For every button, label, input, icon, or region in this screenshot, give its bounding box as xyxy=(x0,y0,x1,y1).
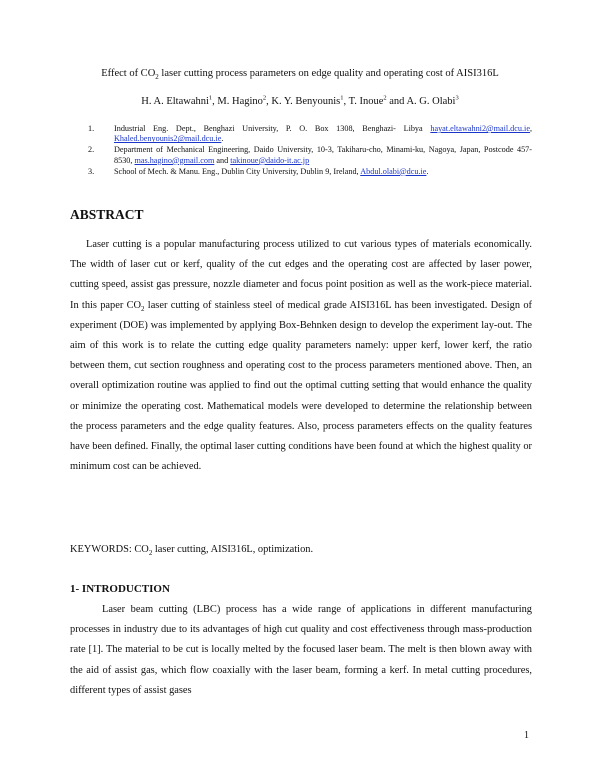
author-list xyxy=(0,96,600,107)
affiliation-list xyxy=(88,124,532,178)
email-link[interactable]: takinoue@daido-it.ac.jp xyxy=(230,155,310,165)
author: A. G. Olabi$^3$ xyxy=(406,94,459,107)
abstract-text: Laser cutting is a popular manufacturing process utilized to cut various types of materials economically. The width of laser cut or kerf, quality of the cut edges and the operating cost are affected by laser power, cutting speed, assist gas pressure, nozzle diameter and focus point position as well as the work-piece material. In this paper $CO_2$ laser cutting of stainless steel of medical grade AISI316L has been investigated. Design of experiment (DOE) was implemented by applying Box-Behnken design to develop the experiment lay-out. The aim of this work is to relate the cutting edge quality parameters namely: upper kerf, lower kerf, the ratio between them, cut section roughness and operating cost to the process parameters mentioned above. Then, an overall optimization routine was applied to find out the optimal cutting setting that would enhance the quality or minimize the operating cost. Mathematical models were developed to determine the relationship between the process parameters and the edge quality features. Also, process parameters effects on the quality features have been defined. Finally, the optimal laser cutting conditions have been found at which the highest quality or minimum cost can be achieved. xyxy=(70,239,532,473)
affiliation-item: 2. Department of Mechanical Engineering, Daido University, 10-3, Takiharu-cho, Minami-ku, Nagoya, Japan, Postcode 457-8530, mas.hagino@gmail.com and takinoue@daido-it.ac.jp xyxy=(88,145,532,165)
introduction-text: Laser beam cutting (LBC) process has a wide range of applications in different manufacturing processes in industry due to its advantages of high cut quality and cost effectiveness through mass-production rate [1]. The material to be cut is locally melted by the focused laser beam. The melt is then blown away with the aid of assist gas, which flow coaxially with the laser beam, forming a kerf. In metal cutting procedures, different types of assist gases xyxy=(70,604,532,696)
author: H. A. Eltawahni$^1$, xyxy=(141,94,218,107)
email-link[interactable]: mas.hagino@gmail.com xyxy=(134,155,215,165)
author: M. Hagino$^2$, xyxy=(217,94,272,107)
author: T. Inoue$^2$ and xyxy=(348,94,407,107)
email-link[interactable]: Khaled.benyounis2@mail.dcu.ie xyxy=(114,134,222,144)
paper-title: Effect of $CO_2$ laser cutting process parameters on edge quality and operating cost of AISI316L xyxy=(101,68,499,82)
introduction-heading: 1- INTRODUCTION xyxy=(70,583,170,595)
keywords-line: KEYWORDS: $CO_2$ laser cutting, AISI316L, optimization. xyxy=(70,544,314,558)
abstract-heading: ABSTRACT xyxy=(70,207,144,222)
email-link[interactable]: Abdul.olabi@dcu.ie xyxy=(360,166,427,176)
affiliation-item: 3. School of Mech. & Manu. Eng., Dublin City University, Dublin 9, Ireland, Abdul.olabi@dcu.ie. xyxy=(88,166,429,176)
affiliation-item: 1. Industrial Eng. Dept., Benghazi University, P. O. Box 1308, Benghazi- Libya hayat.eltawahni2@mail.dcu.ie, Khaled.benyounis2@mail.dcu.ie. xyxy=(88,124,533,144)
page-number: 1 xyxy=(524,730,529,741)
email-link[interactable]: hayat.eltawahni2@mail.dcu.ie xyxy=(430,124,530,133)
author: K. Y. Benyounis$^1$, xyxy=(271,94,349,107)
